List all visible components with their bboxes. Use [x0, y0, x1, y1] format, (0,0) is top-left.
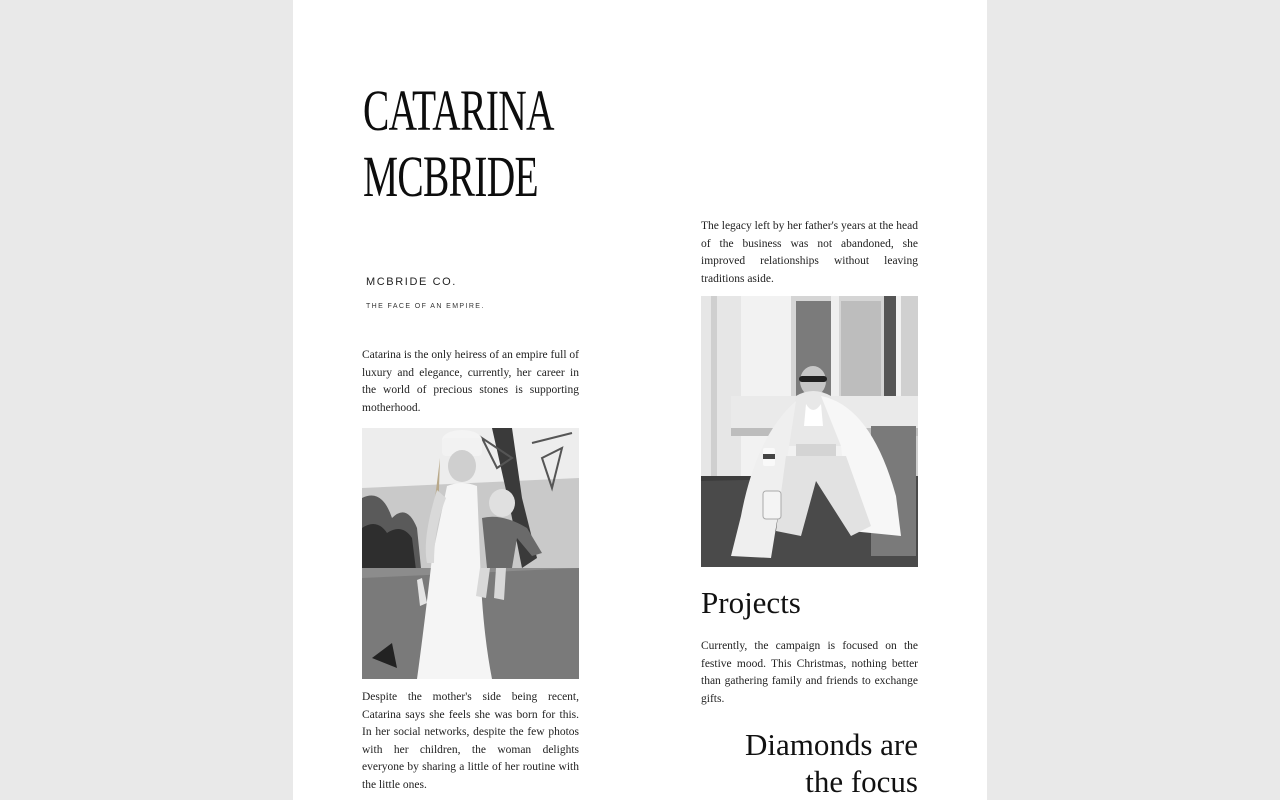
projects-paragraph: Currently, the campaign is focused on the festive mood. This Christmas, nothing better than gathering family and friends to exchange gifts. — [701, 640, 918, 705]
title-line-last-name: MCBRIDE — [363, 144, 538, 209]
page-title — [363, 78, 554, 210]
pull-heading — [701, 726, 918, 800]
intro-paragraph: Catarina is the only heiress of an empire full of luxury and elegance, currently, her career in the world of precious stones is supporting motherhood. — [362, 349, 579, 414]
pull-heading-line2: the focus — [805, 764, 918, 799]
photo-mother-with-baby — [362, 428, 579, 679]
projects-heading: Projects — [701, 585, 801, 620]
pull-heading-line1: Diamonds are — [744, 727, 918, 762]
title-line-first-name: CATARINA — [363, 78, 554, 143]
photo-woman-seated-with-coffee — [701, 296, 918, 567]
document-page — [293, 0, 987, 800]
story-paragraph: Despite the mother's side being recent, Catarina says she feels she was born for this. In her social networks, despite the few photos with her children, the woman delights everyone by sharing a little of her routine with the little ones. — [362, 691, 579, 791]
legacy-paragraph: The legacy left by her father's years at the head of the business was not abandoned, she improved relationships without leaving traditions aside. — [701, 220, 918, 285]
brand-name: MCBRIDE CO. — [366, 276, 457, 288]
tagline: THE FACE OF AN EMPIRE. — [366, 303, 485, 310]
